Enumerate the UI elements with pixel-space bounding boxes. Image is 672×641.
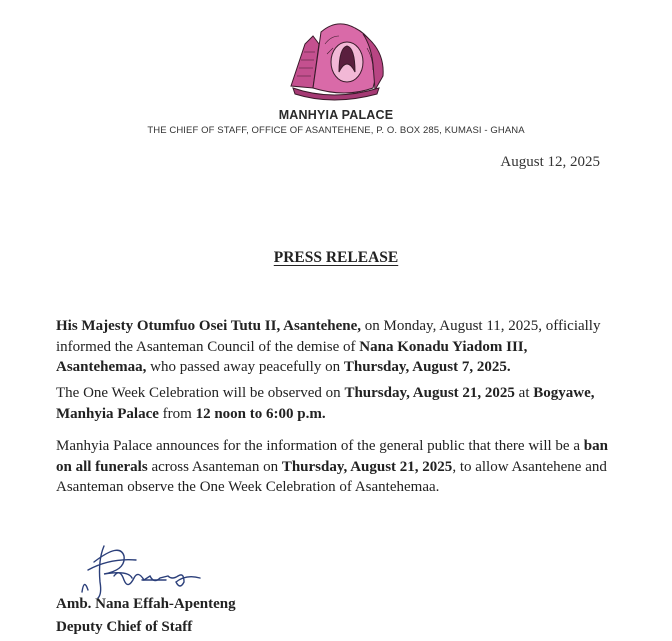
text-span: His Majesty Otumfuo Osei Tutu II, Asantehene,: [56, 318, 362, 334]
text-span: Bogyawe, Manhyia Palace: [56, 385, 595, 422]
text-span: Thursday, August 21, 2025: [281, 458, 453, 475]
golden-stool-seal-icon: [283, 14, 391, 104]
text-span: Nana Konadu Yiadom III, Asantehemaa,: [56, 338, 528, 375]
text-span: 12 noon to 6:00 p.m.: [195, 405, 326, 422]
text-span: from: [158, 405, 196, 422]
org-address: THE CHIEF OF STAFF, OFFICE OF ASANTEHENE, P. O. BOX 285, KUMASI - GHANA: [147, 125, 525, 136]
text-span: Thursday, August 7, 2025.: [343, 359, 511, 375]
org-name: MANHYIA PALACE: [278, 108, 394, 122]
text-span: , to allow Asantehene and Asanteman observe the One Week Celebration of Asantehemaa.: [56, 458, 607, 495]
release-date: August 12, 2025: [500, 154, 600, 170]
paragraph-celebration: [56, 383, 616, 424]
text-span: on Monday, August 11, 2025, officially informed the Asanteman Council of the demise of: [56, 318, 601, 355]
text-span: The One Week Celebration will be observed on: [56, 385, 345, 401]
text-span: ban on all funerals: [56, 438, 608, 475]
text-span: across Asanteman on: [147, 458, 282, 475]
text-span: who passed away peacefully on: [146, 359, 344, 375]
text-span: Manhyia Palace announces for the information of the general public that there will be a: [56, 438, 584, 454]
paragraph-announcement: [56, 316, 616, 378]
text-span: at: [514, 385, 534, 401]
text-span: Thursday, August 21, 2025: [344, 385, 515, 401]
signatory-title: Deputy Chief of Staff: [56, 619, 193, 635]
paragraph-funeral-ban: [56, 436, 616, 498]
page-title: PRESS RELEASE: [273, 249, 399, 266]
handwritten-signature: [80, 540, 230, 600]
signatory-name: Amb. Nana Effah-Apenteng: [56, 596, 236, 612]
